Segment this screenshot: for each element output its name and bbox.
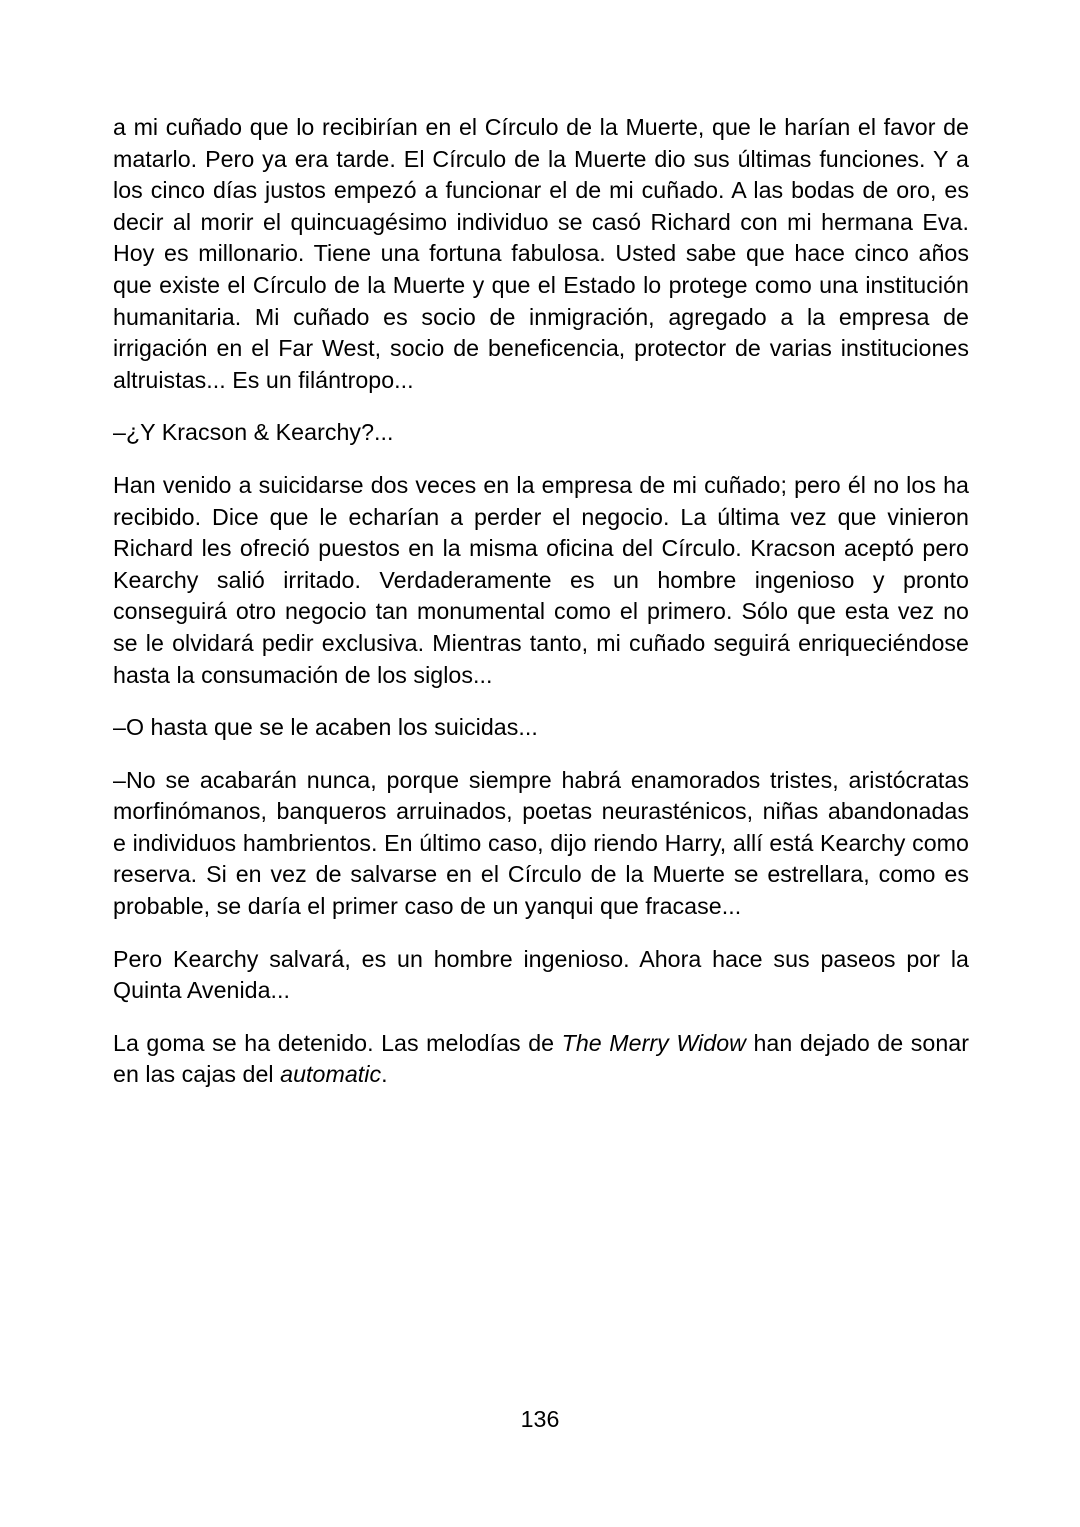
body-paragraph: –¿Y Kracson & Kearchy?...: [113, 419, 394, 446]
body-paragraph: a mi cuñado que lo recibirían en el Círculo de la Muerte, que le harían el favor de matarlo. Pero ya era tarde. El Círculo de la Muerte dio sus últimas funciones. Y a los cinco días justos empezó a funcionar el de mi cuñado. A las bodas de oro, es decir al morir el quincuagésimo individuo se casó Richard con mi hermana Eva. Hoy es millonario. Tiene una fortuna fabulosa. Usted sabe que hace cinco años que existe el Círculo de la Muerte y que el Estado lo protege como una institución humanitaria. Mi cuñado es socio de inmigración, agregado a la empresa de irrigación en el Far West, socio de beneficencia, protector de varias instituciones altruistas... Es un filántropo...: [113, 114, 969, 393]
body-paragraph: –O hasta que se le acaben los suicidas...: [113, 714, 538, 741]
body-paragraph: Pero Kearchy salvará, es un hombre ingenioso. Ahora hace sus paseos por la Quinta Avenida...: [113, 945, 969, 1004]
italic-term-automatic: automatic: [280, 1061, 382, 1088]
final-paragraph-lead: La goma se ha detenido. Las melodías de: [113, 1029, 562, 1056]
final-paragraph-middle: han dejado de sonar en las cajas del: [113, 1029, 969, 1088]
italic-work-title: The Merry Widow: [561, 1029, 746, 1056]
page-text-body: [113, 112, 969, 1091]
body-paragraph-final: [113, 1028, 969, 1091]
page-number: 136: [520, 1406, 560, 1432]
final-paragraph-tail: .: [381, 1061, 388, 1088]
body-paragraph: Han venido a suicidarse dos veces en la empresa de mi cuñado; pero él no los ha recibido. Dice que le echarían a perder el negocio. La última vez que vinieron Richard les ofreció puestos en la misma oficina del Círculo. Kracson aceptó pero Kearchy salió irritado. Verdaderamente es un hombre ingenioso y pronto conseguirá otro negocio tan monumental como el primero. Sólo que esta vez no se le olvidará pedir exclusiva. Mientras tanto, mi cuñado seguirá enriqueciéndose hasta la consumación de los siglos...: [113, 471, 969, 688]
body-paragraph: –No se acabarán nunca, porque siempre habrá enamorados tristes, aristócratas morfinómanos, banqueros arruinados, poetas neurasténicos, niñas abandonadas e individuos hambrientos. En último caso, dijo riendo Harry, allí está Kearchy como reserva. Si en vez de salvarse en el Círculo de la Muerte se estrellara, como es probable, se daría el primer caso de un yanqui que fracase...: [113, 766, 969, 920]
